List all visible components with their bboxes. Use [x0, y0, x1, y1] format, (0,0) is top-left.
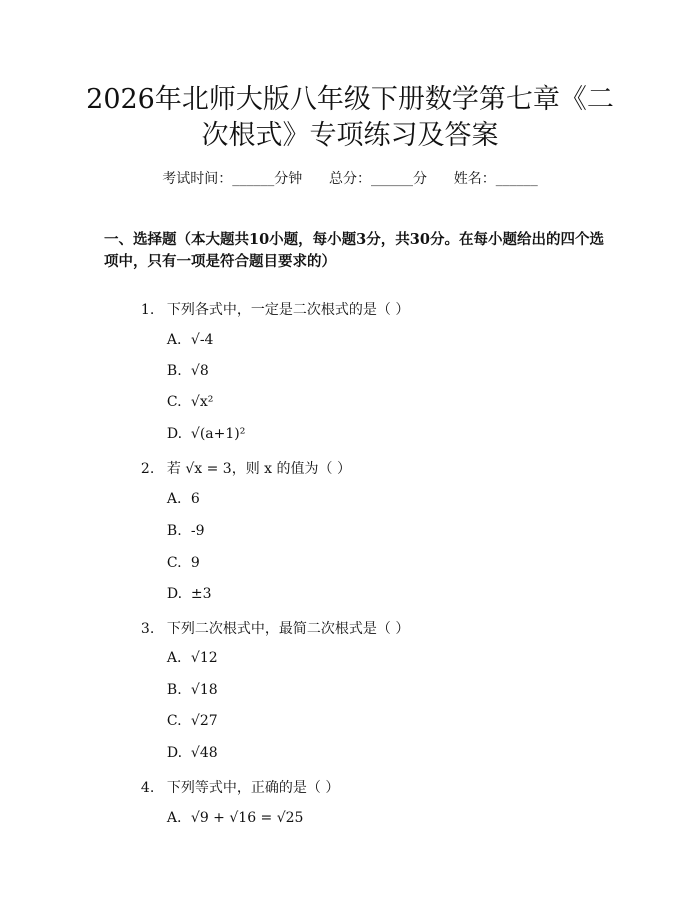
option-text: √9 + √16 = √25	[190, 810, 304, 826]
option-text: √27	[190, 713, 218, 729]
option-text: -9	[190, 523, 205, 539]
exam-info: 考试时间：______分钟 总分：______分 姓名：______	[162, 171, 538, 187]
option-text: √8	[190, 363, 209, 379]
question-3	[132, 602, 409, 638]
option-label: A.	[166, 491, 182, 507]
question-4	[132, 761, 339, 797]
document-title-line-2: 次根式》专项练习及答案	[201, 120, 499, 151]
question-3-option-c	[158, 697, 218, 729]
option-text: √12	[190, 650, 218, 666]
option-label: A.	[166, 810, 182, 826]
option-text: 9	[190, 555, 200, 571]
question-3-option-a	[158, 634, 218, 666]
option-text: √48	[190, 745, 218, 761]
option-label: D.	[166, 426, 183, 442]
question-3-option-b	[158, 666, 218, 698]
option-label: B.	[166, 363, 182, 379]
question-1-option-b	[158, 347, 209, 379]
question-text: 若 √x = 3，则 x 的值为（ ）	[166, 461, 351, 477]
option-label: D.	[166, 586, 183, 602]
option-label: D.	[166, 745, 183, 761]
section-heading-line-2: 项中，只有一项是符合题目要求的）	[104, 253, 336, 270]
question-4-option-a	[158, 794, 303, 826]
question-number: 2.	[140, 461, 155, 477]
question-2-option-a	[158, 475, 200, 507]
question-1	[132, 283, 409, 319]
question-2-option-b	[158, 507, 205, 539]
question-text: 下列二次根式中，最简二次根式是（ ）	[166, 621, 410, 637]
question-1-option-a	[158, 316, 213, 348]
question-1-option-c	[158, 378, 213, 410]
question-2	[132, 442, 351, 478]
option-text: 6	[190, 491, 200, 507]
option-label: C.	[166, 713, 182, 729]
option-label: A.	[166, 332, 182, 348]
section-heading-line-1: 一、选择题（本大题共10小题，每小题3分，共30分。在每小题给出的四个选	[104, 231, 604, 248]
option-label: C.	[166, 555, 182, 571]
option-text: √18	[190, 682, 218, 698]
question-3-option-d	[158, 729, 218, 761]
option-label: A.	[166, 650, 182, 666]
question-1-option-d	[158, 410, 245, 442]
question-2-option-d	[158, 570, 212, 602]
option-label: C.	[166, 394, 182, 410]
question-number: 4.	[140, 780, 155, 796]
option-label: B.	[166, 682, 182, 698]
question-number: 3.	[140, 621, 155, 637]
option-text: ±3	[190, 586, 212, 602]
question-2-option-c	[158, 539, 200, 571]
option-text: √x²	[190, 394, 214, 410]
question-text: 下列等式中，正确的是（ ）	[166, 780, 340, 796]
option-label: B.	[166, 523, 182, 539]
question-number: 1.	[140, 302, 155, 318]
question-text: 下列各式中，一定是二次根式的是（ ）	[166, 302, 410, 318]
option-text: √-4	[190, 332, 214, 348]
option-text: √(a+1)²	[190, 426, 246, 442]
document-title-line-1: 2026年北师大版八年级下册数学第七章《二	[86, 84, 614, 115]
